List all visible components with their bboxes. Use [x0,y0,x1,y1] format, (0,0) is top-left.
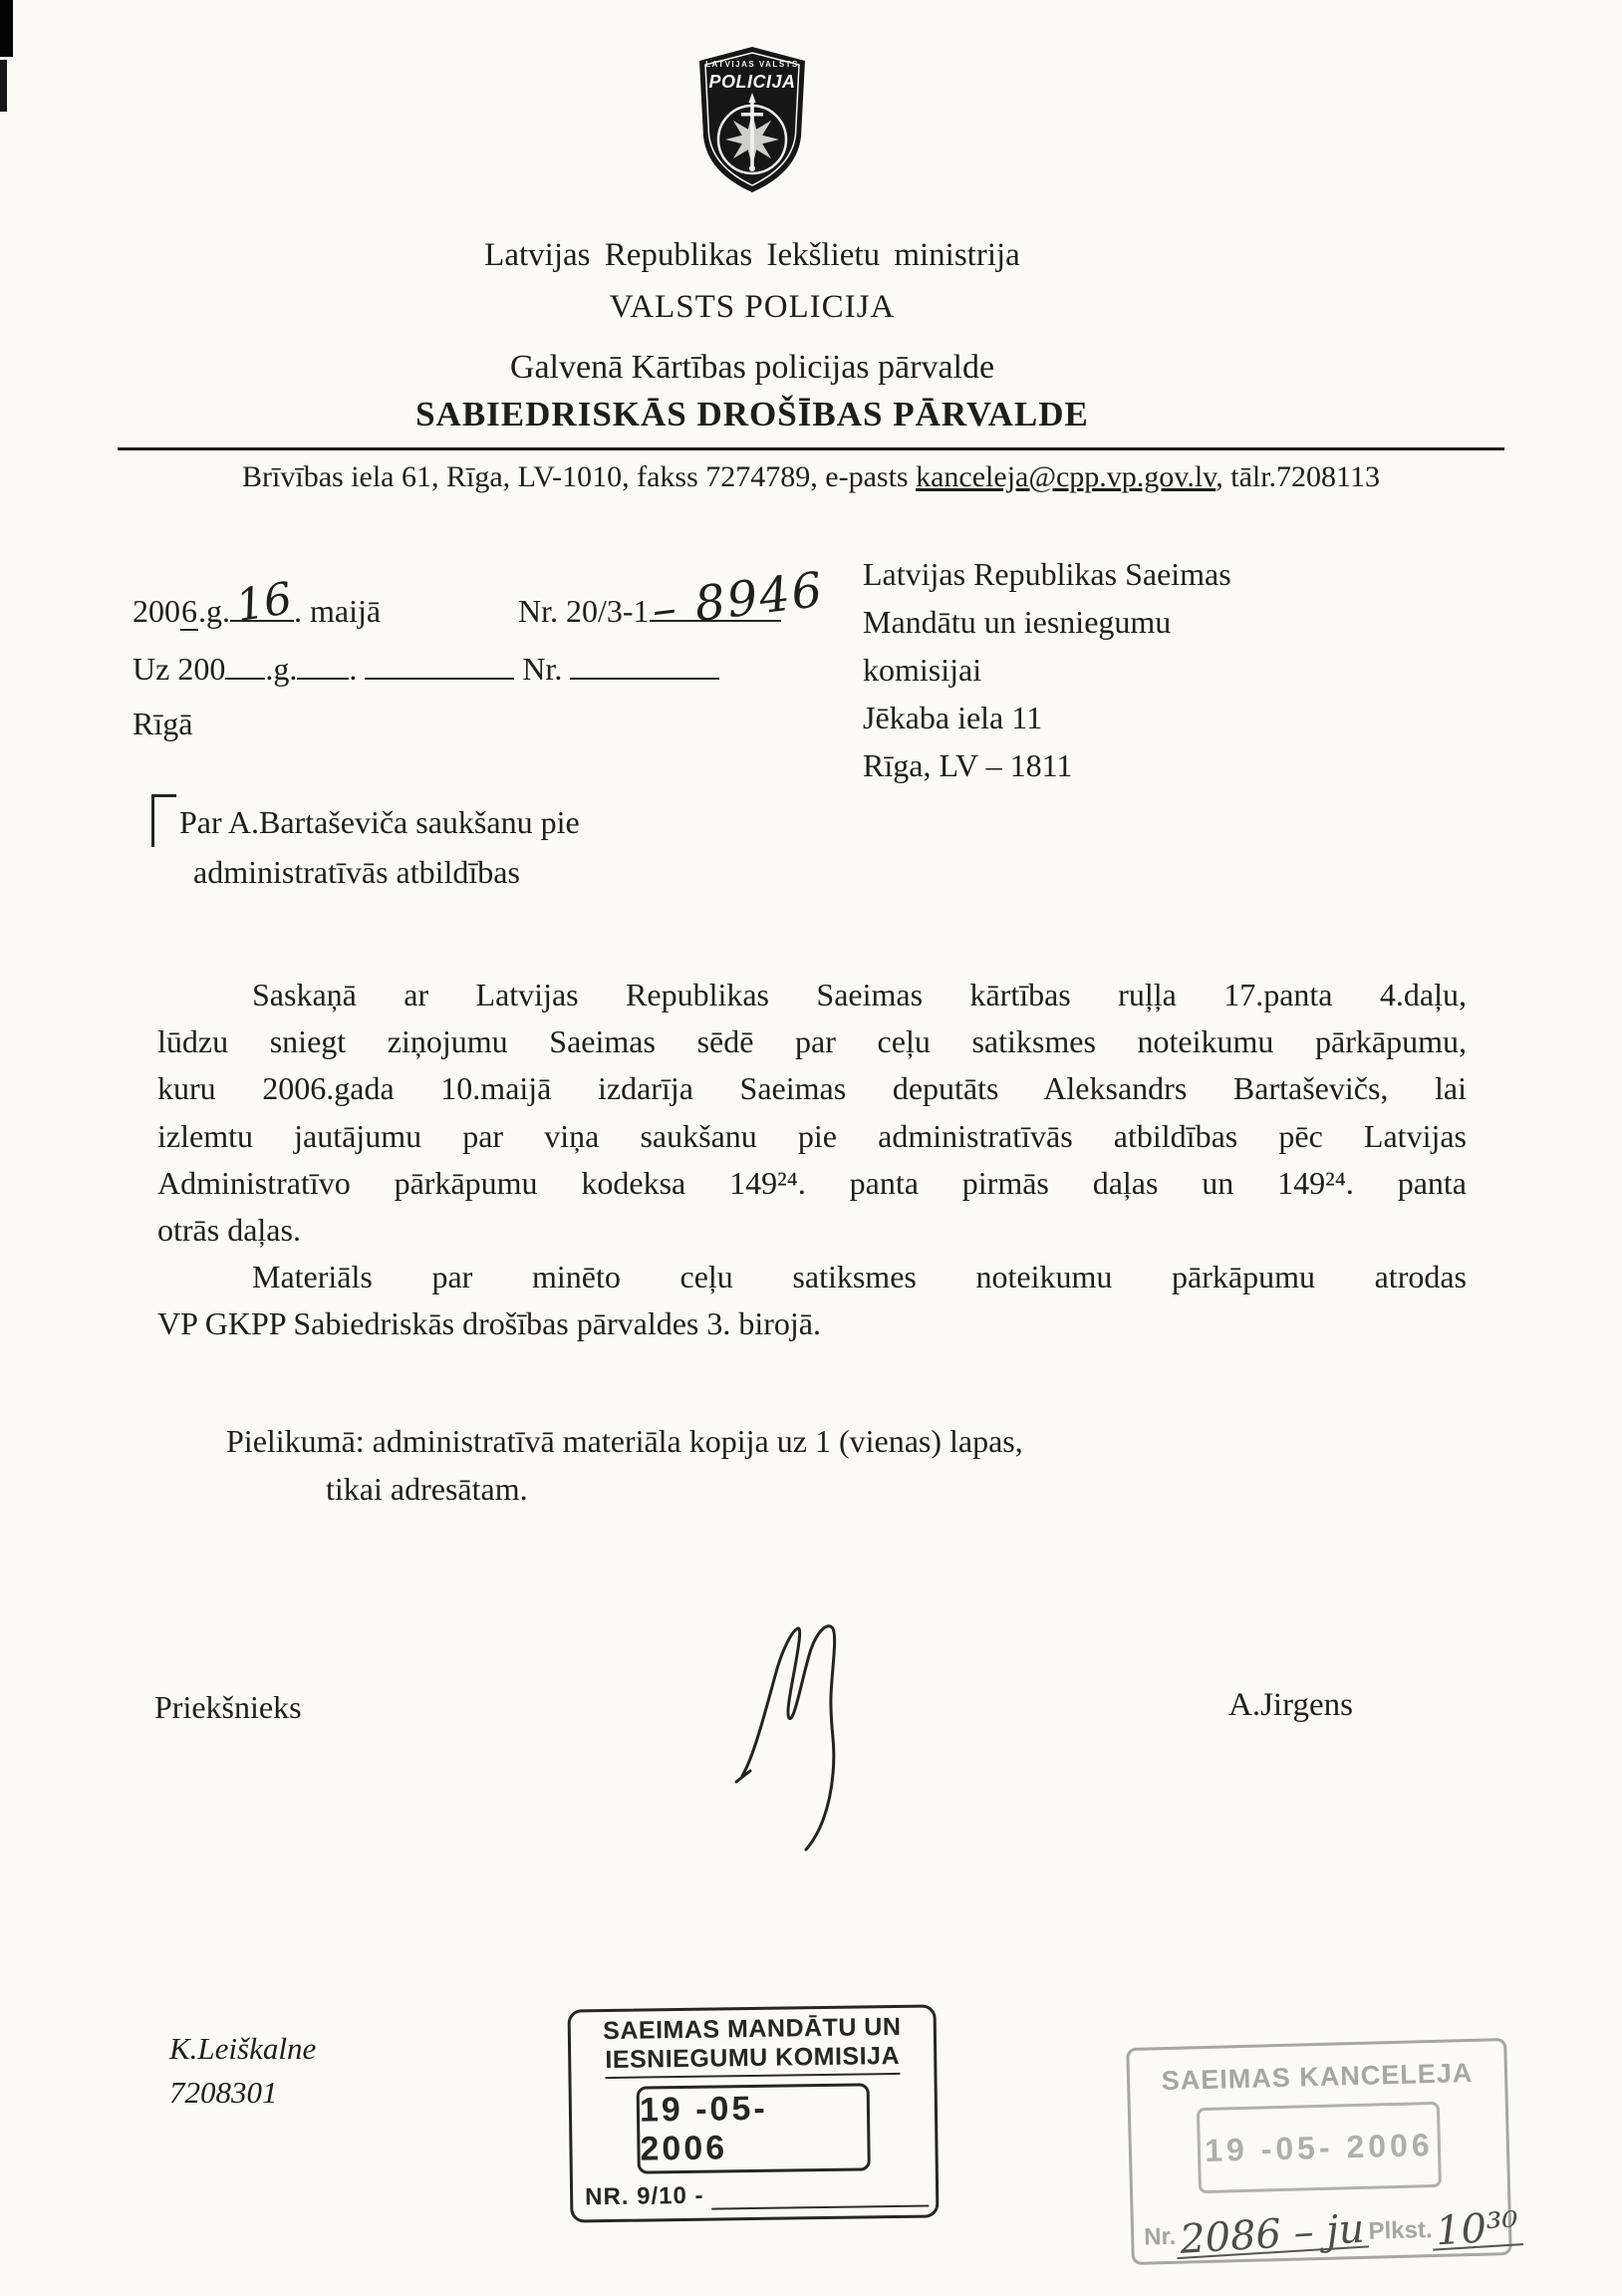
stamp-number-label: NR. 9/10 - [584,2181,704,2211]
stamp-title-line: SAEIMAS MANDĀTU UN [602,2012,902,2046]
stamp-number-line [585,2179,930,2212]
uz-prefix: Uz 200 [133,651,226,687]
executor-name: K.Leiškalne [169,2031,317,2066]
signer-name: A.Jirgens [1228,1687,1353,1723]
stamp-number-label: Nr. [1143,2222,1177,2251]
body-line: Administratīvo pārkāpumu kodeksa 149²⁴. panta pirmās daļas un 149²⁴. panta [157,1164,1467,1201]
uz-nr-label: Nr. [522,651,563,687]
body-line: otrās daļas. [157,1212,301,1249]
reply-reference-line [133,648,719,688]
badge-top-text: LATVIJAS VALSTS [705,60,799,69]
recipient-address [863,550,1231,789]
signer-title: Priekšnieks [154,1689,302,1725]
recipient-line: Latvijas Republikas Saeimas [863,556,1231,592]
date-month: . maijā [294,593,382,629]
contact-address: Brīvības iela 61, Rīga, LV-1010, fakss 7274789, e-pasts [242,460,917,493]
uz-blank-3 [365,648,514,680]
handwritten-number: – 8946 [648,561,827,639]
subject-line: Par A.Bartaševiča saukšanu pie [179,804,580,840]
recipient-line: Mandātu un iesniegumu [863,604,1172,640]
stamp-date: 19 -05- 2006 [1204,2126,1435,2168]
uz-blank-1 [225,648,265,680]
stamp-date: 19 -05- 2006 [639,2089,768,2168]
handwritten-registration-number: 2086 – ju [1175,2211,1369,2259]
body-line: lūdzu sniegt ziņojumu Saeimas sēdē par ceļu satiksmes noteikumu pārkāpumu, [157,1023,1467,1060]
stamp-title-line: SAEIMAS KANCELEJA [1161,2057,1474,2097]
attachment-note: Pielikumā: administratīvā materiāla kopija uz 1 (vienas) lapas, [226,1423,1023,1459]
stamp-number-line [1143,2203,1520,2263]
contact-email: kanceleja@cpp.vp.gov.lv [916,460,1216,493]
uz-blank-2 [297,648,349,680]
police-badge-icon [695,45,809,194]
scan-artifact [0,0,13,57]
scan-artifact [0,60,7,112]
org-line: VALSTS POLICIJA [609,289,896,325]
uz-dot: . [349,651,358,687]
uz-g: .g. [265,651,298,687]
stamp-number-blank [711,2185,929,2210]
signature-stroke [732,1616,862,1856]
contact-line [24,460,1598,494]
date-prefix: 200 [133,593,180,629]
recipient-line: Jēkaba iela 11 [863,700,1043,735]
subject-line: administratīvās atbildības [193,854,520,890]
department-line: SABIEDRISKĀS DROŠĪBAS PĀRVALDE [415,395,1089,433]
stamp-date-box [1197,2102,1442,2193]
badge-name-text: POLICIJA [708,72,796,92]
date-line [133,572,382,633]
recipient-line: Rīga, LV – 1811 [863,747,1073,783]
uz-blank-4 [570,648,719,680]
header-rule [118,447,1504,450]
recipient-line: komisijai [863,652,982,688]
attachment-note: tikai adresātam. [326,1471,528,1507]
nr-label: Nr. 20/3-1 [518,593,650,629]
date-typed-digit: 6 [181,593,197,629]
executor-phone: 7208301 [169,2075,278,2110]
subject-corner-bracket [151,794,176,847]
mandate-commission-stamp [568,2004,940,2222]
stamp-title-line: IESNIEGUMU KOMISIJA [605,2042,900,2079]
place-line: Rīgā [133,706,193,741]
date-g: .g. [198,593,230,629]
letter-body [157,972,1467,1348]
subject-block [179,797,580,897]
nr-blank [648,561,827,639]
body-line: izlemtu jautājumu par viņa saukšanu pie administratīvās atbildības pēc Latvijas [157,1117,1467,1154]
handwritten-time: 10³⁰ [1432,2209,1524,2250]
stamp-date-box [637,2083,871,2173]
handwritten-day: 16 [232,572,296,633]
body-line: kuru 2006.gada 10.maijā izdarīja Saeimas deputāts Aleksandrs Bartaševičs, lai [157,1070,1467,1107]
division-line: Galvenā Kārtības policijas pārvalde [509,349,995,386]
chancellery-stamp [1126,2038,1520,2265]
stamp-time-label: Plkst. [1368,2216,1433,2245]
body-line: Materiāls par minēto ceļu satiksmes noteikumu pārkāpumu atrodas [252,1259,1467,1295]
body-line: Saskaņā ar Latvijas Republikas Saeimas kārtības ruļļa 17.panta 4.daļu, [252,977,1467,1012]
date-day-blank [230,572,296,633]
body-line: VP GKPP Sabiedriskās drošības pārvaldes 3. birojā. [157,1305,821,1342]
ministry-line: Latvijas Republikas Iekšlietu ministrija [484,237,1020,273]
contact-phone: , tālr.7208113 [1216,460,1380,493]
reference-number-line [518,561,827,639]
